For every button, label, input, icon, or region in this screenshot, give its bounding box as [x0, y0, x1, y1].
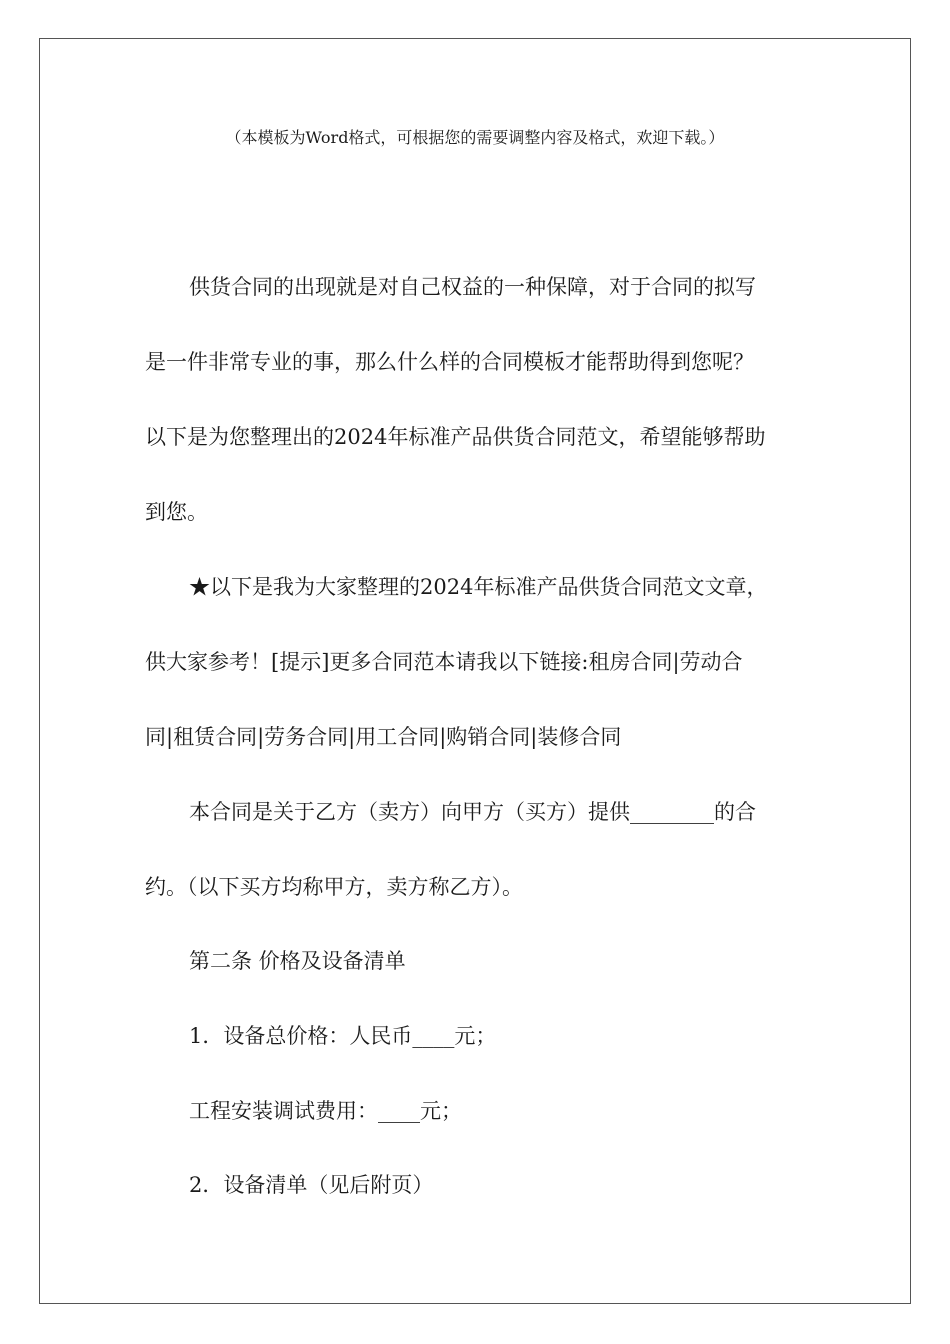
equipment-list-line: 2．设备清单（见后附页） — [189, 1173, 434, 1197]
reference-line-2: 供大家参考！[提示]更多合同范本请我以下链接:租房合同|劳动合 — [145, 650, 743, 674]
contract-scope-line-2: 约。（以下买方均称甲方，卖方称乙方）。 — [145, 875, 523, 899]
template-note: （本模板为Word格式，可根据您的需要调整内容及格式，欢迎下载。） — [225, 128, 725, 147]
total-price-line: 1．设备总价格：人民币____元； — [189, 1024, 497, 1048]
installation-fee-line: 工程安装调试费用：____元； — [189, 1099, 462, 1123]
contract-scope-line-1: 本合同是关于乙方（卖方）向甲方（买方）提供________的合 — [189, 800, 756, 824]
intro-line-2: 是一件非常专业的事，那么什么样的合同模板才能帮助得到您呢？ — [145, 350, 754, 374]
intro-line-3: 以下是为您整理出的2024年标准产品供货合同范文，希望能够帮助 — [145, 425, 766, 449]
intro-line-1: 供货合同的出现就是对自己权益的一种保障，对于合同的拟写 — [189, 275, 756, 299]
article-2-heading: 第二条 价格及设备清单 — [189, 949, 406, 973]
reference-line-3: 同|租赁合同|劳务合同|用工合同|购销合同|装修合同 — [145, 725, 622, 749]
reference-line-1: ★以下是我为大家整理的2024年标准产品供货合同范文文章， — [189, 575, 768, 599]
intro-line-4: 到您。 — [145, 500, 208, 524]
